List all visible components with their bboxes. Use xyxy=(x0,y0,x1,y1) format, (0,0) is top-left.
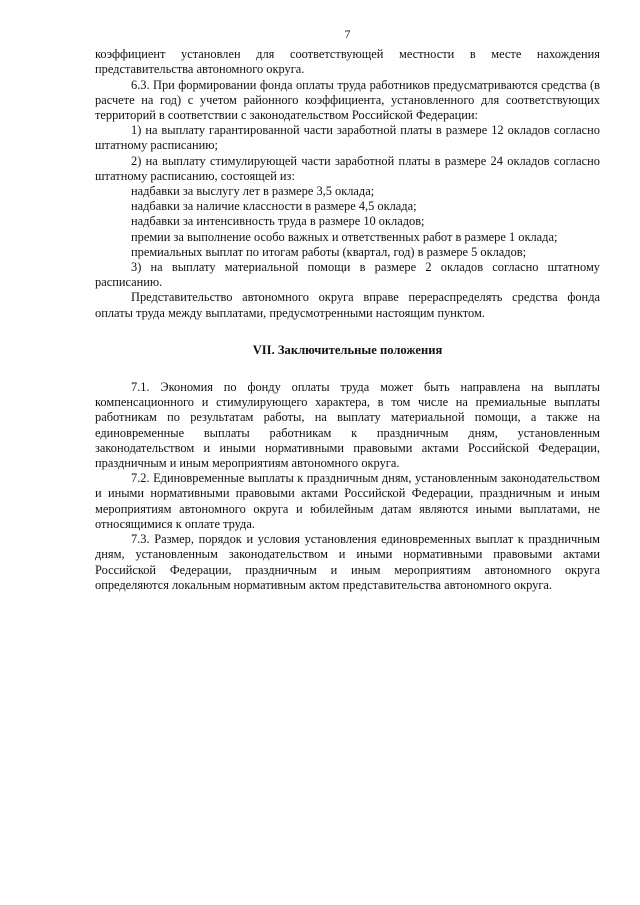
list-item-material-aid: 3) на выплату материальной помощи в размере 2 окладов согласно штатному расписанию. xyxy=(95,260,600,290)
page-number: 7 xyxy=(344,29,351,41)
list-item-guaranteed-pay: 1) на выплату гарантированной части заработной платы в размере 12 окладов согласно штатному расписанию; xyxy=(95,123,600,153)
paragraph-7-2: 7.2. Единовременные выплаты к праздничным дням, установленным законодательством и иными нормативными правовыми актами Российской Федерации, праздничным и иным мероприятиям автономного округа и юбилейным датам являются иными выплатами, не относящимися к оплате труда. xyxy=(95,471,600,531)
list-item-period-bonus: премиальных выплат по итогам работы (квартал, год) в размере 5 окладов; xyxy=(131,244,527,259)
list-item-incentive-pay: 2) на выплату стимулирующей части заработной платы в размере 24 окладов согласно штатному расписанию, состоящей из: xyxy=(95,153,600,183)
list-item-intensity-bonus: надбавки за интенсивность труда в размере 10 окладов; xyxy=(131,214,425,229)
paragraph-7-1: 7.1. Экономия по фонду оплаты труда может быть направлена на выплаты компенсационного и стимулирующего характера, в том числе на премиальные выплаты работникам по результатам работы, на выплату материальной помощи, а также на единовременные выплаты работникам к праздничным дням, установленным законодательством и иными нормативными правовыми актами Российской Федерации, праздничным и иным мероприятиям автономного округа. xyxy=(95,380,600,471)
section-heading: VII. Заключительные положения xyxy=(252,342,443,357)
document-page xyxy=(95,28,600,593)
list-item-class-bonus: надбавки за наличие классности в размере 4,5 оклада; xyxy=(131,199,417,214)
paragraph-redistribution: Представительство автономного округа вправе перераспределять средства фонда оплаты труда между выплатами, предусмотренными настоящим пунктом. xyxy=(95,290,600,320)
list-item-seniority-bonus: надбавки за выслугу лет в размере 3,5 оклада; xyxy=(131,184,375,199)
list-item-important-work-bonus: премии за выполнение особо важных и ответственных работ в размере 1 оклада; xyxy=(131,229,558,244)
paragraph-continuation: коэффициент установлен для соответствующей местности в месте нахождения представительства автономного округа. xyxy=(95,47,600,77)
paragraph-6-3: 6.3. При формировании фонда оплаты труда работников предусматриваются средства (в расчете на год) с учетом районного коэффициента, установленного для соответствующих территорий в соответствии с законодательством Российской Федерации: xyxy=(95,77,600,123)
paragraph-7-3: 7.3. Размер, порядок и условия установления единовременных выплат к праздничным дням, установленным законодательством и иными нормативными правовыми актами Российской Федерации, праздничным и иным мероприятиям автономного округа определяются локальным нормативным актом представительства автономного округа. xyxy=(95,532,600,592)
